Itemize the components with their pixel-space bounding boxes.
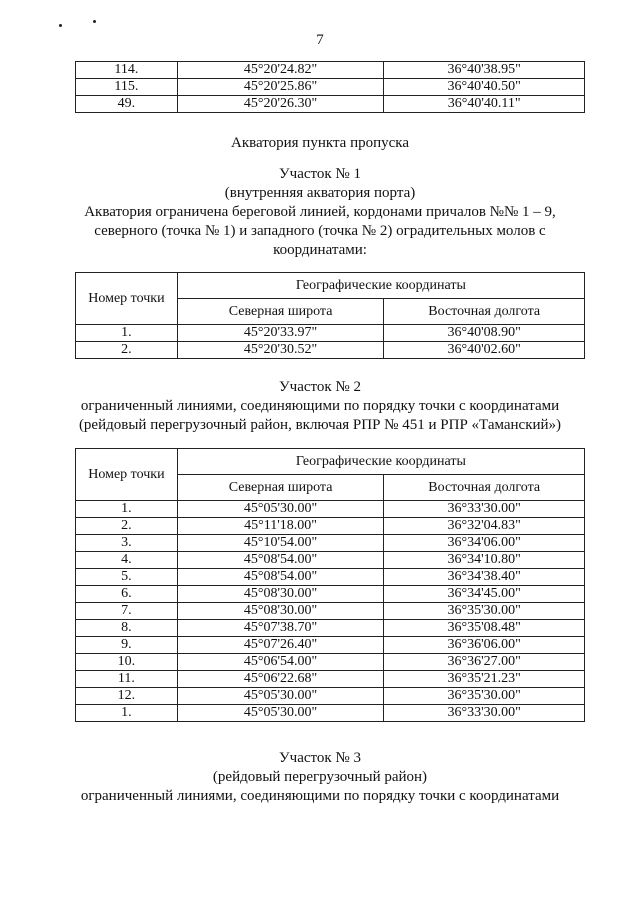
- longitude-cell: 36°35'30.00": [384, 603, 585, 620]
- longitude-cell: 36°33'30.00": [384, 705, 585, 722]
- col-point-header: Номер точки: [76, 273, 178, 325]
- longitude-cell: 36°35'21.23": [384, 671, 585, 688]
- latitude-cell: 45°07'26.40": [177, 637, 384, 654]
- longitude-cell: 36°40'02.60": [384, 342, 585, 359]
- col-lat-header: Северная широта: [177, 475, 384, 501]
- point-number-cell: 1.: [76, 705, 178, 722]
- area1-table-body: [76, 325, 585, 359]
- table-row: [76, 654, 585, 671]
- point-number-cell: 114.: [76, 62, 178, 79]
- point-number-cell: 7.: [76, 603, 178, 620]
- table-row: [76, 342, 585, 359]
- area3-heading: [60, 749, 580, 806]
- table-row: [76, 552, 585, 569]
- area2-heading: [60, 378, 580, 435]
- latitude-cell: 45°20'30.52": [177, 342, 384, 359]
- area1-coordinates-table: [75, 272, 585, 359]
- table-row: [76, 501, 585, 518]
- table-row: [76, 96, 585, 113]
- col-lat-header: Северная широта: [177, 299, 384, 325]
- area1-subtitle: (внутренняя акватория порта): [224, 185, 416, 201]
- latitude-cell: 45°10'54.00": [177, 535, 384, 552]
- page-number: 7: [316, 32, 324, 48]
- table-row: [76, 671, 585, 688]
- col-lon-header: Восточная долгота: [384, 475, 585, 501]
- latitude-cell: 45°11'18.00": [177, 518, 384, 535]
- scan-speck: [59, 24, 62, 27]
- latitude-cell: 45°05'30.00": [177, 501, 384, 518]
- point-number-cell: 2.: [76, 342, 178, 359]
- table-row: [76, 637, 585, 654]
- col-geo-header: Географические координаты: [177, 273, 584, 299]
- area2-desc-line: ограниченный линиями, соединяющими по порядку точки с координатами: [80, 398, 560, 414]
- col-point-header: Номер точки: [76, 449, 178, 501]
- point-number-cell: 6.: [76, 586, 178, 603]
- area2-coordinates-table: [75, 448, 585, 722]
- point-number-cell: 8.: [76, 620, 178, 637]
- table-row: [76, 586, 585, 603]
- area2-desc-line: (рейдовый перегрузочный район, включая РПР № 451 и РПР «Таманский»): [78, 417, 562, 433]
- area2-table-body: [76, 501, 585, 722]
- latitude-cell: 45°06'54.00": [177, 654, 384, 671]
- point-number-cell: 49.: [76, 96, 178, 113]
- longitude-cell: 36°33'30.00": [384, 501, 585, 518]
- table-row: [76, 705, 585, 722]
- latitude-cell: 45°08'54.00": [177, 569, 384, 586]
- longitude-cell: 36°40'40.50": [384, 79, 585, 96]
- longitude-cell: 36°34'06.00": [384, 535, 585, 552]
- longitude-cell: 36°34'45.00": [384, 586, 585, 603]
- longitude-cell: 36°34'38.40": [384, 569, 585, 586]
- point-number-cell: 115.: [76, 79, 178, 96]
- point-number-cell: 12.: [76, 688, 178, 705]
- longitude-cell: 36°35'30.00": [384, 688, 585, 705]
- latitude-cell: 45°20'25.86": [177, 79, 384, 96]
- table-row: [76, 79, 585, 96]
- col-lon-header: Восточная долгота: [384, 299, 585, 325]
- area1-title: Участок № 1: [279, 166, 361, 182]
- table-row: [76, 535, 585, 552]
- area3-title: Участок № 3: [279, 750, 361, 766]
- section-title-text: Акватория пункта пропуска: [230, 135, 410, 151]
- latitude-cell: 45°08'54.00": [177, 552, 384, 569]
- area3-desc-line: ограниченный линиями, соединяющими по порядку точки с координатами: [80, 788, 560, 804]
- point-number-cell: 4.: [76, 552, 178, 569]
- top-table-body: [76, 62, 585, 113]
- longitude-cell: 36°40'38.95": [384, 62, 585, 79]
- scan-speck: [93, 20, 96, 23]
- longitude-cell: 36°36'06.00": [384, 637, 585, 654]
- latitude-cell: 45°05'30.00": [177, 688, 384, 705]
- point-number-cell: 1.: [76, 501, 178, 518]
- point-number-cell: 2.: [76, 518, 178, 535]
- table-row: [76, 518, 585, 535]
- longitude-cell: 36°40'08.90": [384, 325, 585, 342]
- point-number-cell: 5.: [76, 569, 178, 586]
- latitude-cell: 45°08'30.00": [177, 586, 384, 603]
- point-number-cell: 11.: [76, 671, 178, 688]
- latitude-cell: 45°20'33.97": [177, 325, 384, 342]
- top-coordinates-table: [75, 61, 585, 113]
- longitude-cell: 36°34'10.80": [384, 552, 585, 569]
- area3-subtitle: (рейдовый перегрузочный район): [212, 769, 428, 785]
- area1-desc-line: Акватория ограничена береговой линией, кордонами причалов №№ 1 – 9,: [84, 204, 556, 220]
- area1-desc-line: северного (точка № 1) и западного (точка № 2) оградительных молов с: [94, 223, 546, 239]
- latitude-cell: 45°07'38.70": [177, 620, 384, 637]
- section-title: [60, 134, 580, 153]
- longitude-cell: 36°35'08.48": [384, 620, 585, 637]
- table-row: [76, 569, 585, 586]
- latitude-cell: 45°05'30.00": [177, 705, 384, 722]
- latitude-cell: 45°06'22.68": [177, 671, 384, 688]
- table-row: [76, 603, 585, 620]
- col-geo-header: Географические координаты: [177, 449, 584, 475]
- latitude-cell: 45°20'24.82": [177, 62, 384, 79]
- area2-title: Участок № 2: [279, 379, 361, 395]
- longitude-cell: 36°36'27.00": [384, 654, 585, 671]
- area1-desc-line: координатами:: [273, 242, 367, 258]
- area1-heading: [60, 165, 580, 260]
- longitude-cell: 36°32'04.83": [384, 518, 585, 535]
- longitude-cell: 36°40'40.11": [384, 96, 585, 113]
- table-row: [76, 688, 585, 705]
- latitude-cell: 45°20'26.30": [177, 96, 384, 113]
- table-row: [76, 325, 585, 342]
- table-row: [76, 62, 585, 79]
- point-number-cell: 10.: [76, 654, 178, 671]
- table-row: [76, 620, 585, 637]
- latitude-cell: 45°08'30.00": [177, 603, 384, 620]
- point-number-cell: 9.: [76, 637, 178, 654]
- point-number-cell: 3.: [76, 535, 178, 552]
- point-number-cell: 1.: [76, 325, 178, 342]
